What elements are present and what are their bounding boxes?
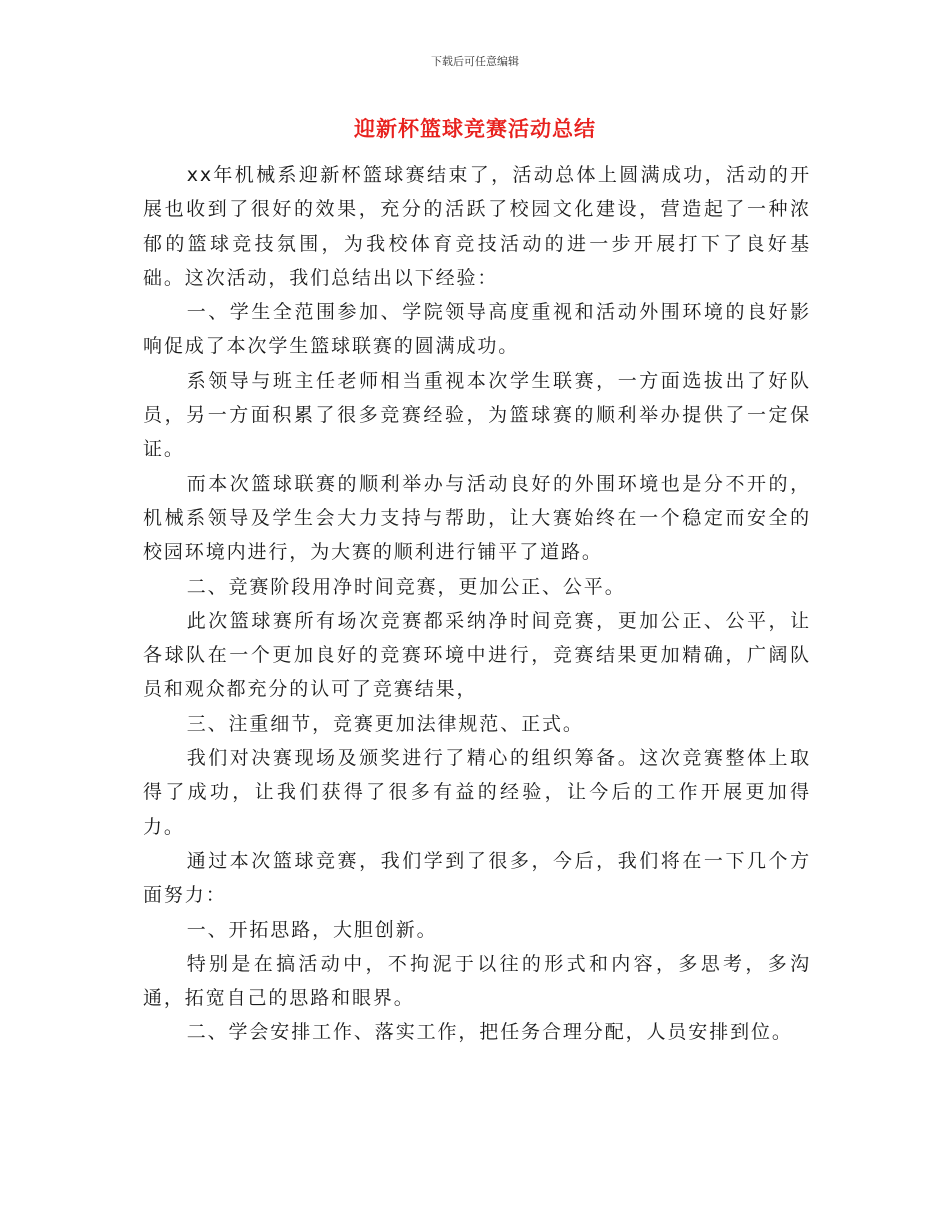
paragraph: 二、学会安排工作、落实工作，把任务合理分配，人员安排到位。 — [186, 1021, 793, 1044]
paragraph: xx年机械系迎新杯篮球赛结束了，活动总体上圆满成功，活动的开展也收到了很好的效果，充分的活跃了校园文化建设，营造起了一种浓郁的篮球竞技氛围，为我校体育竞技活动的进一步开展打下了良好基础。这次活动，我们总结出以下经验： — [143, 164, 811, 289]
page-header: 下载后可任意编辑 — [431, 55, 519, 68]
paragraph: 三、注重细节，竞赛更加法律规范、正式。 — [186, 712, 584, 735]
paragraph: 此次篮球赛所有场次竞赛都采纳净时间竞赛，更加公正、公平，让各球队在一个更加良好的竞赛环境中进行，竞赛结果更加精确，广阔队员和观众都充分的认可了竞赛结果， — [143, 609, 811, 701]
document-title: 迎新杯篮球竞赛活动总结 — [354, 117, 596, 141]
paragraph: 一、开拓思路，大胆创新。 — [186, 918, 438, 941]
paragraph: 系领导与班主任老师相当重视本次学生联赛，一方面选拔出了好队员，另一方面积累了很多竞赛经验，为篮球赛的顺利举办提供了一定保证。 — [143, 369, 811, 461]
document-body — [143, 158, 811, 1050]
paragraph: 通过本次篮球竞赛，我们学到了很多，今后，我们将在一下几个方面努力： — [143, 849, 811, 907]
paragraph: 二、竞赛阶段用净时间竞赛，更加公正、公平。 — [186, 575, 626, 598]
paragraph: 特别是在搞活动中，不拘泥于以往的形式和内容，多思考，多沟通，拓宽自己的思路和眼界。 — [143, 952, 811, 1010]
paragraph: 而本次篮球联赛的顺利举办与活动良好的外围环境也是分不开的，机械系领导及学生会大力支持与帮助，让大赛始终在一个稳定而安全的校园环境内进行，为大赛的顺利进行铺平了道路。 — [143, 472, 811, 564]
paragraph: 我们对决赛现场及颁奖进行了精心的组织筹备。这次竞赛整体上取得了成功，让我们获得了很多有益的经验，让今后的工作开展更加得力。 — [143, 747, 811, 838]
paragraph: 一、学生全范围参加、学院领导高度重视和活动外围环境的良好影响促成了本次学生篮球联赛的圆满成功。 — [143, 301, 811, 358]
